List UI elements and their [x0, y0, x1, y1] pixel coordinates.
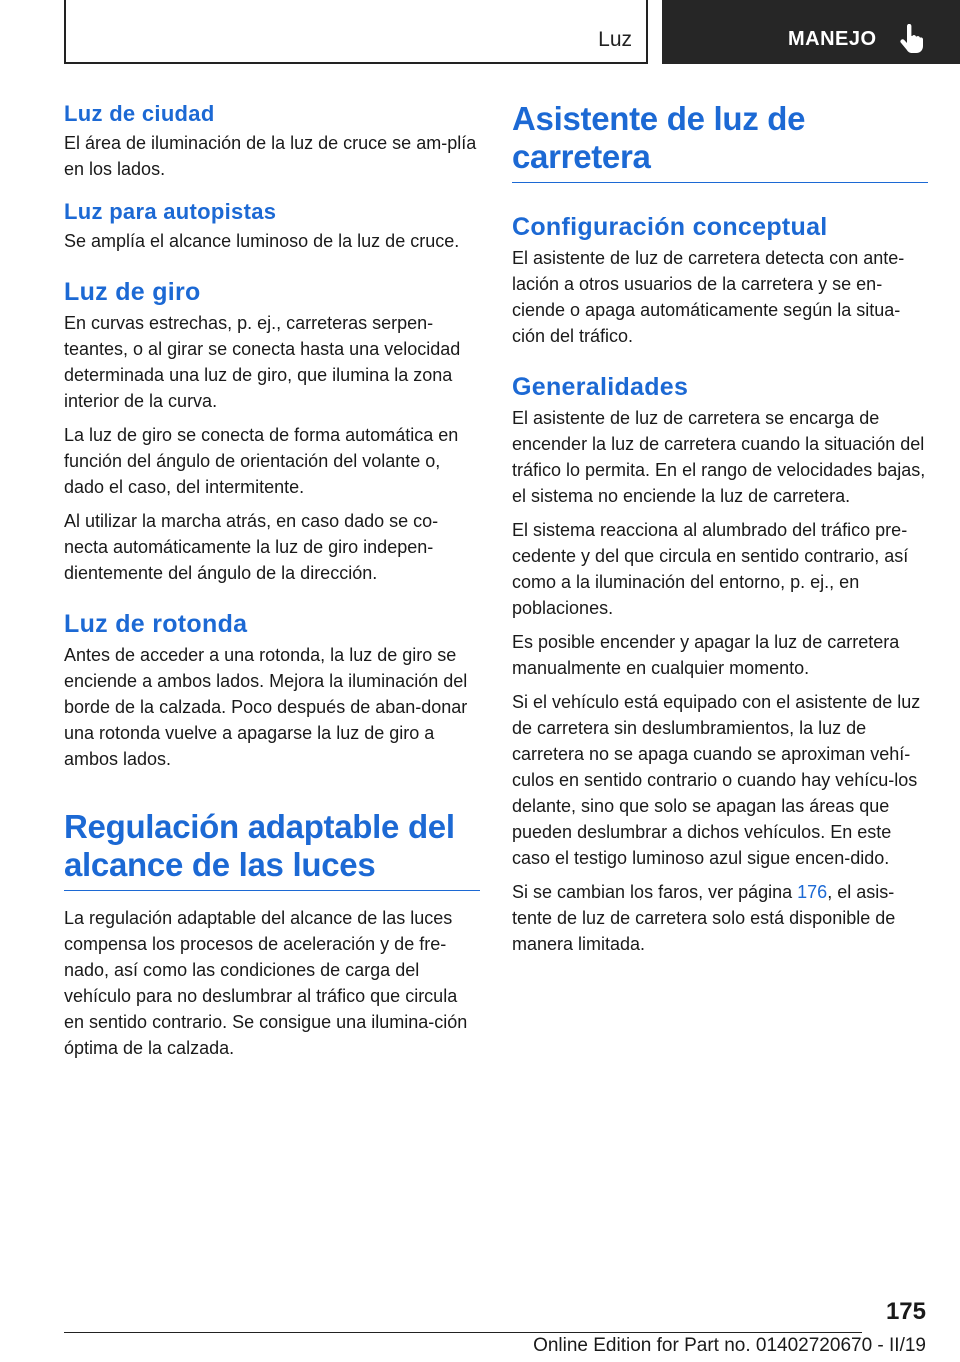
- paragraph: Es posible encender y apagar la luz de carretera manualmente en cualquier momento.: [512, 632, 900, 678]
- edition-footer: Online Edition for Part no. 01402720670 - II/19: [533, 1335, 926, 1356]
- heading-regulacion-adaptable: Regulación adaptable del alcance de las luces: [64, 808, 480, 891]
- paragraph-text: Si se cambian los faros, ver página: [512, 882, 798, 902]
- chapter-tab[interactable]: [662, 0, 960, 64]
- heading-configuracion-conceptual: Configuración conceptual: [512, 213, 828, 241]
- heading-luz-de-giro: Luz de giro: [64, 278, 201, 306]
- paragraph: En curvas estrechas, p. ej., carreteras serpen-teantes, o al girar se conecta hasta una velocidad determinada una luz de giro, que ilumina la zona interior de la curva.: [64, 313, 461, 411]
- paragraph: El área de iluminación de la luz de cruce se am-plía en los lados.: [64, 133, 477, 179]
- footer-divider: [64, 1332, 862, 1333]
- paragraph: El sistema reacciona al alumbrado del tráfico pre-cedente y del que circula en sentido contrario, así como a la iluminación del entorno, p. ej., en poblaciones.: [512, 520, 909, 618]
- paragraph: La luz de giro se conecta de forma automática en función del ángulo de orientación del volante o, dado el caso, del intermitente.: [64, 425, 459, 497]
- page-link[interactable]: 176: [797, 882, 828, 902]
- paragraph: Antes de acceder a una rotonda, la luz de giro se enciende a ambos lados. Mejora la iluminación del borde de la calzada. Poco después de aban-donar una rotonda vuelve a apagarse la luz de giro a ambos lados.: [64, 645, 468, 769]
- page-number: 175: [885, 1298, 926, 1325]
- paragraph-text: , el asis-tente de luz de carretera solo está disponible de manera limitada.: [512, 882, 896, 954]
- paragraph: Se amplía el alcance luminoso de la luz de cruce.: [64, 231, 460, 251]
- heading-luz-para-autopistas: Luz para autopistas: [64, 199, 277, 224]
- left-column: [64, 100, 480, 1069]
- hand-pointer-icon: [898, 24, 924, 54]
- right-column: [512, 100, 928, 965]
- heading-asistente-luz-carretera: Asistente de luz de carretera: [512, 100, 928, 183]
- paragraph: El asistente de luz de carretera se encarga de encender la luz de carretera cuando la situación del tráfico lo permita. En el rango de velocidades bajas, el sistema no enciende la luz de carretera.: [512, 408, 926, 506]
- paragraph: El asistente de luz de carretera detecta con ante-lación a otros usuarios de la carretera y se en-ciende o apaga automáticamente según la situa-ción del tráfico.: [512, 248, 905, 346]
- paragraph: [512, 879, 928, 957]
- paragraph: La regulación adaptable del alcance de las luces compensa los procesos de aceleración y de fre-nado, así como las condiciones de carga del vehículo para no deslumbrar al tráfico que circula en sentido contrario. Se consigue una ilumina-ción óptima de la calzada.: [64, 908, 468, 1058]
- paragraph: Si el vehículo está equipado con el asistente de luz de carretera sin deslumbramientos, la luz de carretera no se apaga cuando se aproximan vehí-culos en sentido contrario o cuando hay vehícu-los delante, sino que solo se apagan las áreas que pueden deslumbrar a dichos vehículos. En este caso el testigo luminoso azul sigue encen-dido.: [512, 692, 921, 868]
- heading-generalidades: Generalidades: [512, 373, 689, 401]
- heading-luz-de-ciudad: Luz de ciudad: [64, 101, 215, 126]
- section-title: Luz: [598, 28, 632, 51]
- header-box: [64, 0, 648, 64]
- heading-luz-de-rotonda: Luz de rotonda: [64, 610, 248, 638]
- chapter-tab-label: MANEJO: [788, 28, 877, 50]
- paragraph: Al utilizar la marcha atrás, en caso dado se co-necta automáticamente la luz de giro indepen-dientemente del ángulo de la dirección.: [64, 511, 439, 583]
